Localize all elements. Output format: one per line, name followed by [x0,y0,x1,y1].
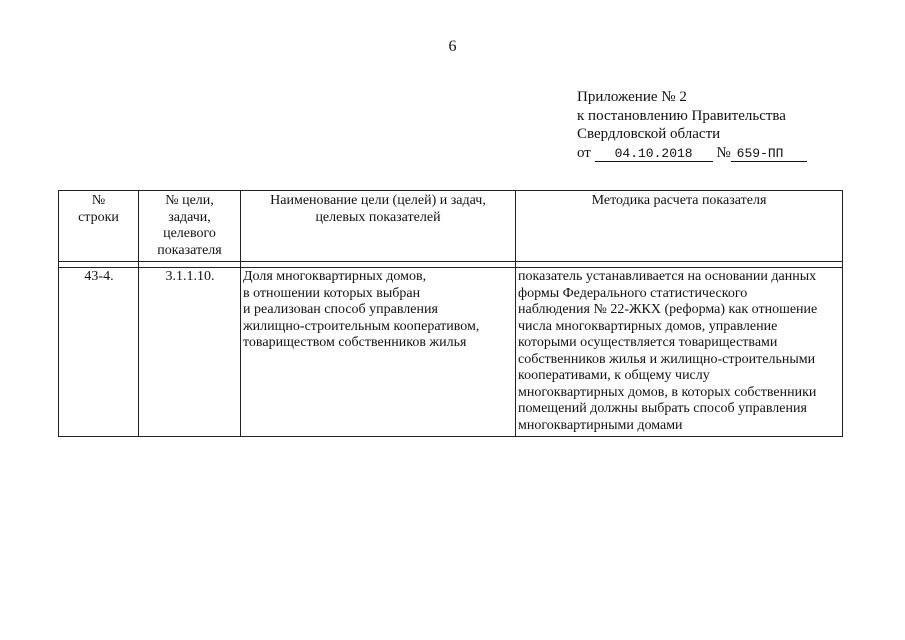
appendix-date-line [577,144,807,163]
method-text-line: многоквартирными домами [518,417,683,433]
appendix-decree-line: к постановлению Правительства [577,107,786,124]
header-text-line: целевого [163,226,216,241]
indicator-name-line: товариществом собственников жилья [243,335,467,350]
method-text-line: формы Федерального статистического [518,285,748,301]
indicator-name-line: жилищно-строительным кооперативом, [243,318,480,334]
header-text-line: № цели, [165,193,214,208]
method-text-line: которыми осуществляется товариществами [518,335,778,350]
table-row [59,268,843,437]
decree-date: 04.10.2018 [595,147,713,162]
method-text-line: наблюдения № 22-ЖКХ (реформа) как отношение [518,302,818,317]
decree-number: 659-ПП [731,147,807,162]
header-text-line: целевых показателей [315,209,441,225]
indicator-name-line: в отношении которых выбран [243,285,421,301]
indicator-name-line: Доля многоквартирных домов, [243,269,427,284]
header-row-number [59,191,139,262]
header-text-line: показателя [157,242,222,258]
appendix-header [577,88,807,162]
header-text-line: задачи, [168,209,211,225]
indicator-table [58,190,843,437]
appendix-title: Приложение № 2 [577,89,687,105]
method-text-line: показатель устанавливается на основании данных [518,269,817,284]
header-text-line: строки [78,209,119,225]
method-text-line: числа многоквартирных домов, управление [518,318,778,334]
table-header-row [59,191,843,262]
method-text-line: собственников жилья и жилищно-строительными [518,351,816,367]
header-code [139,191,241,262]
number-prefix: № [716,144,731,161]
page-number: 6 [448,38,457,55]
method-text-line: кооперативами, к общему числу [518,368,710,383]
calculation-method-cell [516,268,843,437]
header-name [241,191,516,262]
indicator-name-line: и реализован способ управления [243,302,438,317]
appendix-region-line: Свердловской области [577,126,721,142]
method-text-line: многоквартирных домов, в которых собственники [518,384,817,400]
header-method [516,191,843,262]
header-text-line: Методика расчета показателя [591,193,767,208]
indicator-name-cell [241,268,516,437]
date-prefix: от [577,144,591,161]
header-text-line: Наименование цели (целей) и задач, [270,193,486,208]
indicator-code-cell: 3.1.1.10. [139,268,241,437]
header-text-line: № [91,193,106,208]
row-number-cell: 43-4. [59,268,139,437]
method-text-line: помещений должны выбрать способ управления [518,401,807,416]
